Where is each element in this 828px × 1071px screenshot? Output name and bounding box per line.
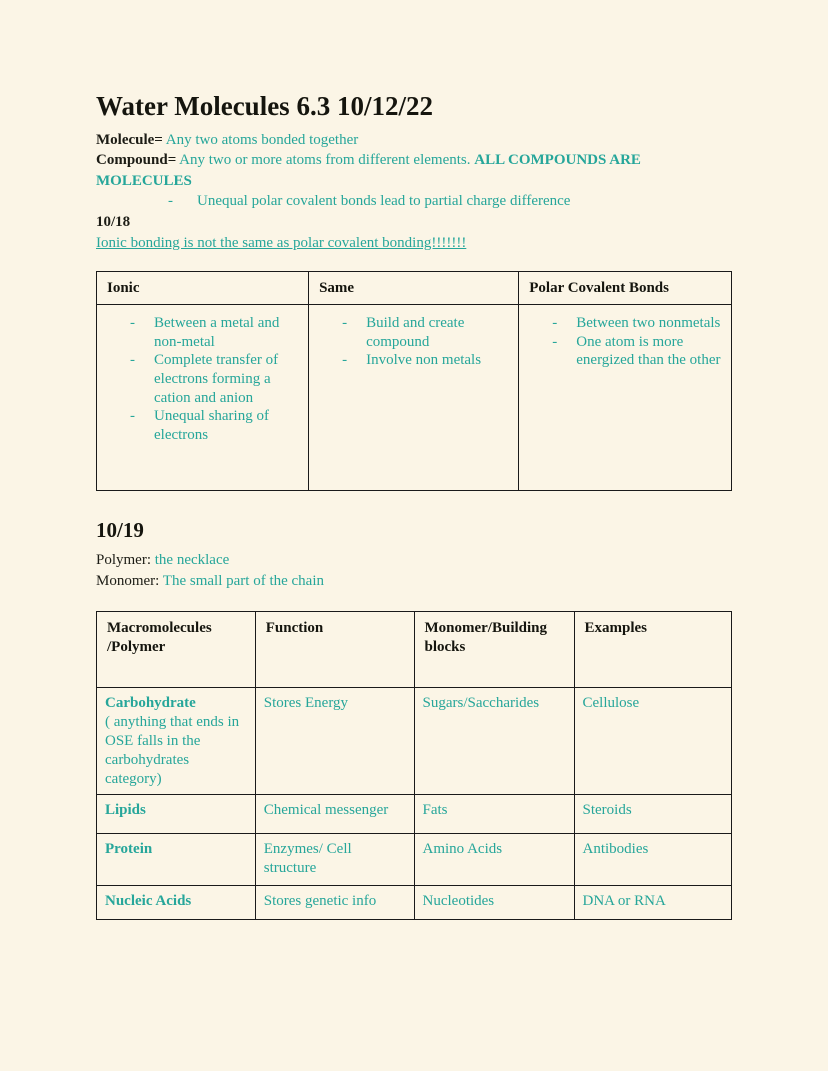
term-molecule: Molecule=: [96, 131, 163, 148]
page-title: Water Molecules 6.3 10/12/22: [96, 91, 433, 121]
bond-table-body-row: [97, 305, 732, 491]
bullet-item: [130, 351, 298, 407]
definition-monomer-text: The small part of the chain: [159, 572, 324, 589]
macro-name: Carbohydrate: [105, 695, 196, 712]
table-row-lipids: [97, 795, 732, 834]
bullet-text: Involve non metals: [366, 352, 482, 369]
cell-examples: Antibodies: [574, 834, 731, 886]
list-dash: -: [130, 315, 135, 332]
list-dash: -: [552, 333, 558, 350]
cell-monomer: Sugars/Saccharides: [414, 688, 574, 795]
bullet-item: [342, 351, 508, 370]
cell-monomer: Nucleotides: [414, 886, 574, 920]
polar-bullet-list: [525, 314, 725, 370]
bullet-item: [342, 314, 508, 351]
cell-examples: Steroids: [574, 795, 731, 834]
table-row-carbohydrate: [97, 688, 732, 795]
date-heading-1018: 10/18: [96, 214, 131, 231]
bullet-text: One atom is more energized than the other: [576, 333, 721, 369]
warning-text: Ionic bonding is not the same as polar covalent bonding!!!!!!!: [96, 234, 467, 251]
bullet-text: Between a metal and non-metal: [154, 315, 280, 350]
cell-monomer: Amino Acids: [414, 834, 574, 886]
cell-name: [97, 795, 256, 834]
date-heading-1019: 10/19: [96, 518, 144, 543]
list-dash: -: [342, 315, 348, 332]
column-header-macromolecules: Macromolecules /Polymer: [97, 612, 256, 688]
bullet-item: [552, 314, 721, 333]
bullet-text: Unequal sharing of electrons: [154, 408, 269, 443]
definition-compound: [96, 150, 732, 191]
term-polymer: Polymer:: [96, 552, 151, 569]
macro-name: Nucleic Acids: [105, 893, 192, 910]
column-header-monomer: Monomer/Building blocks: [414, 612, 574, 688]
macro-table-header-row: [97, 612, 732, 688]
column-header-ionic: Ionic: [97, 272, 309, 305]
bullet-item: [130, 407, 298, 444]
cell-function: Chemical messenger: [255, 795, 414, 834]
list-dash: -: [168, 193, 173, 210]
definition-polymer-text: the necklace: [151, 552, 230, 569]
cell-name: [97, 834, 256, 886]
list-dash: -: [342, 352, 348, 369]
cell-function: Stores genetic info: [255, 886, 414, 920]
bullet-text: Between two nonmetals: [576, 315, 721, 332]
warning-line: [96, 233, 732, 254]
definition-monomer: [96, 571, 732, 592]
cell-function: Enzymes/ Cell structure: [255, 834, 414, 886]
cell-polar: [519, 305, 732, 491]
definition-polymer: [96, 550, 732, 571]
bullet-item: [130, 314, 298, 351]
table-row-protein: [97, 834, 732, 886]
cell-name: [97, 886, 256, 920]
list-dash: -: [552, 315, 558, 332]
definition-molecule-text: Any two atoms bonded together: [162, 131, 359, 148]
macro-name-note: ( anything that ends in OSE falls in the carbohydrates category): [105, 714, 240, 788]
definition-compound-text: Any two or more atoms from different elements.: [176, 152, 475, 169]
cell-examples: DNA or RNA: [574, 886, 731, 920]
cell-name: [97, 688, 256, 795]
definition-compound-emphasis: ALL COMPOUNDS ARE MOLECULES: [96, 152, 641, 189]
macromolecules-table: [96, 611, 732, 920]
bond-comparison-table: [96, 271, 732, 491]
cell-ionic: [97, 305, 309, 491]
cell-examples: Cellulose: [574, 688, 731, 795]
column-header-polar: Polar Covalent Bonds: [519, 272, 732, 305]
cell-same: [309, 305, 519, 491]
macro-name: Protein: [105, 841, 153, 858]
list-dash: -: [130, 352, 135, 369]
cell-monomer: Fats: [414, 795, 574, 834]
column-header-same: Same: [309, 272, 519, 305]
list-dash: -: [130, 408, 135, 425]
bullet-item: [552, 333, 721, 370]
ionic-bullet-list: [103, 314, 302, 444]
column-header-function: Function: [255, 612, 414, 688]
bullet-text: Build and create compound: [366, 315, 465, 350]
table-row-nucleic-acids: [97, 886, 732, 920]
bullet-text: Complete transfer of electrons forming a cation and anion: [154, 352, 279, 406]
bond-table-header-row: [97, 272, 732, 305]
column-header-examples: Examples: [574, 612, 731, 688]
sub-bullet-text: Unequal polar covalent bonds lead to partial charge difference: [197, 193, 571, 210]
term-monomer: Monomer:: [96, 572, 160, 589]
definition-molecule: [96, 130, 732, 151]
macro-name: Lipids: [105, 802, 146, 819]
same-bullet-list: [315, 314, 512, 370]
sub-bullet-polar-bonds: [96, 191, 732, 212]
term-compound: Compound=: [96, 152, 177, 169]
cell-function: Stores Energy: [255, 688, 414, 795]
